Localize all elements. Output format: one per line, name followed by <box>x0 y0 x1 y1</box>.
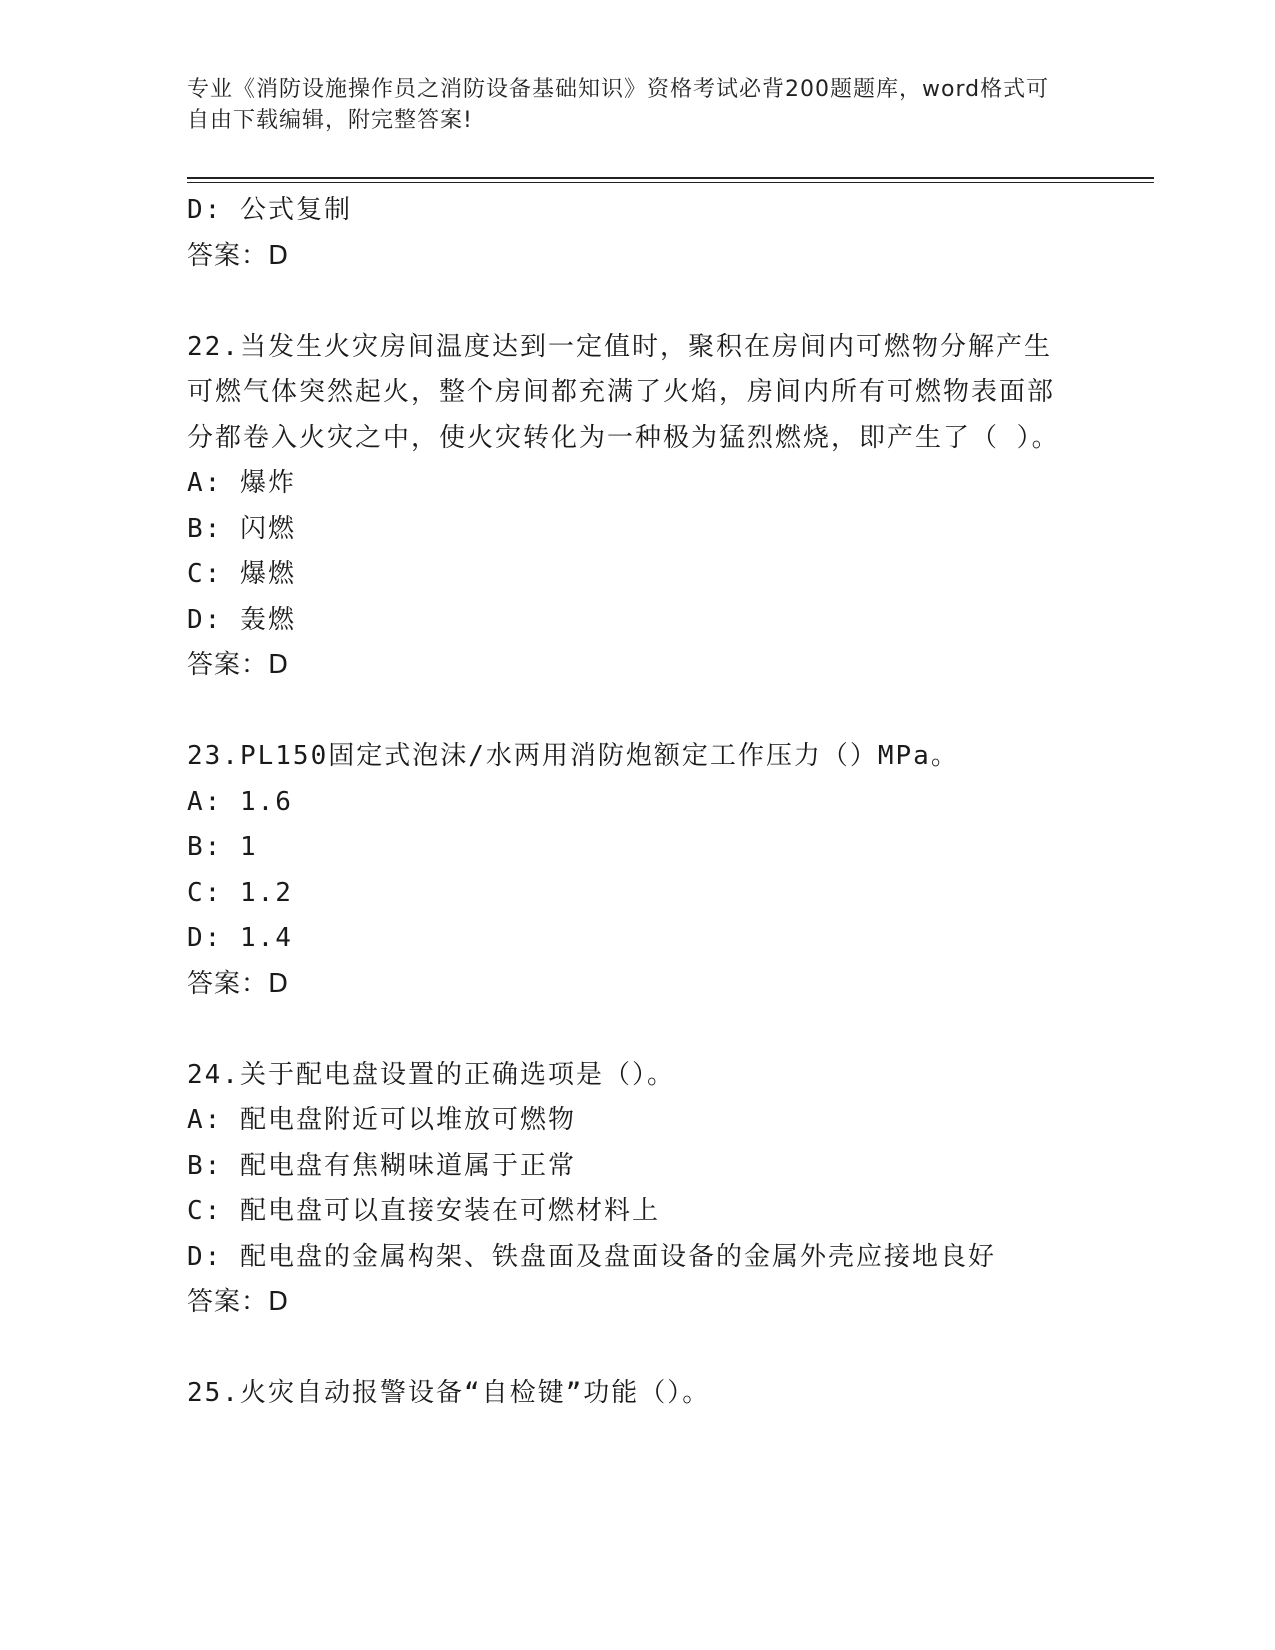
prev-answer: 答案：D <box>187 240 290 271</box>
question-22-stem: 22.当发生火灾房间温度达到一定值时，聚积在房间内可燃物分解产生可燃气体突然起火，整个房间都充满了火焰，房间内所有可燃物表面部分都卷入火灾之中，使火灾转化为一种极为猛烈燃烧，即产生了（ ）。 <box>187 331 1060 453</box>
header-divider-thin <box>187 182 1154 183</box>
question-23-option-d: D: 1.4 <box>187 923 293 953</box>
question-22-answer: 答案：D <box>187 650 290 680</box>
header-divider <box>187 177 1154 179</box>
question-24-stem: 24.关于配电盘设置的正确选项是（）。 <box>187 1059 675 1090</box>
question-24-option-a: A: 配电盘附近可以堆放可燃物 <box>187 1105 576 1135</box>
question-23-option-a: A: 1.6 <box>187 786 293 817</box>
question-23-option-c: C: 1.2 <box>187 877 293 908</box>
question-22-option-d: D: 轰燃 <box>187 604 296 635</box>
question-24-option-c: C: 配电盘可以直接安装在可燃材料上 <box>187 1196 660 1226</box>
question-22-option-b: B: 闪燃 <box>187 513 296 544</box>
question-24-option-b: B: 配电盘有焦糊味道属于正常 <box>187 1150 576 1181</box>
spacer <box>187 689 1087 735</box>
question-23-answer: 答案：D <box>187 968 290 999</box>
prev-option-d: D: 公式复制 <box>187 195 352 225</box>
question-24-answer: 答案：D <box>187 1287 290 1317</box>
question-23-option-b: B: 1 <box>187 832 258 862</box>
question-25-stem: 25.火灾自动报警设备“自检键”功能（）。 <box>187 1378 711 1408</box>
spacer <box>187 1326 1087 1372</box>
question-22-option-c: C: 爆燃 <box>187 559 296 589</box>
document-header: 专业《消防设施操作员之消防设备基础知识》资格考试必背200题题库，word格式可自由下载编辑，附完整答案! <box>187 77 1050 133</box>
question-23-stem: 23.PL150固定式泡沫/水两用消防炮额定工作压力（）MPa。 <box>187 741 959 771</box>
spacer <box>187 279 1087 325</box>
question-24-option-d: D: 配电盘的金属构架、铁盘面及盘面设备的金属外壳应接地良好 <box>187 1241 996 1272</box>
spacer <box>187 1007 1087 1053</box>
question-22-option-a: A: 爆炸 <box>187 468 296 498</box>
question-content <box>187 188 1087 1417</box>
